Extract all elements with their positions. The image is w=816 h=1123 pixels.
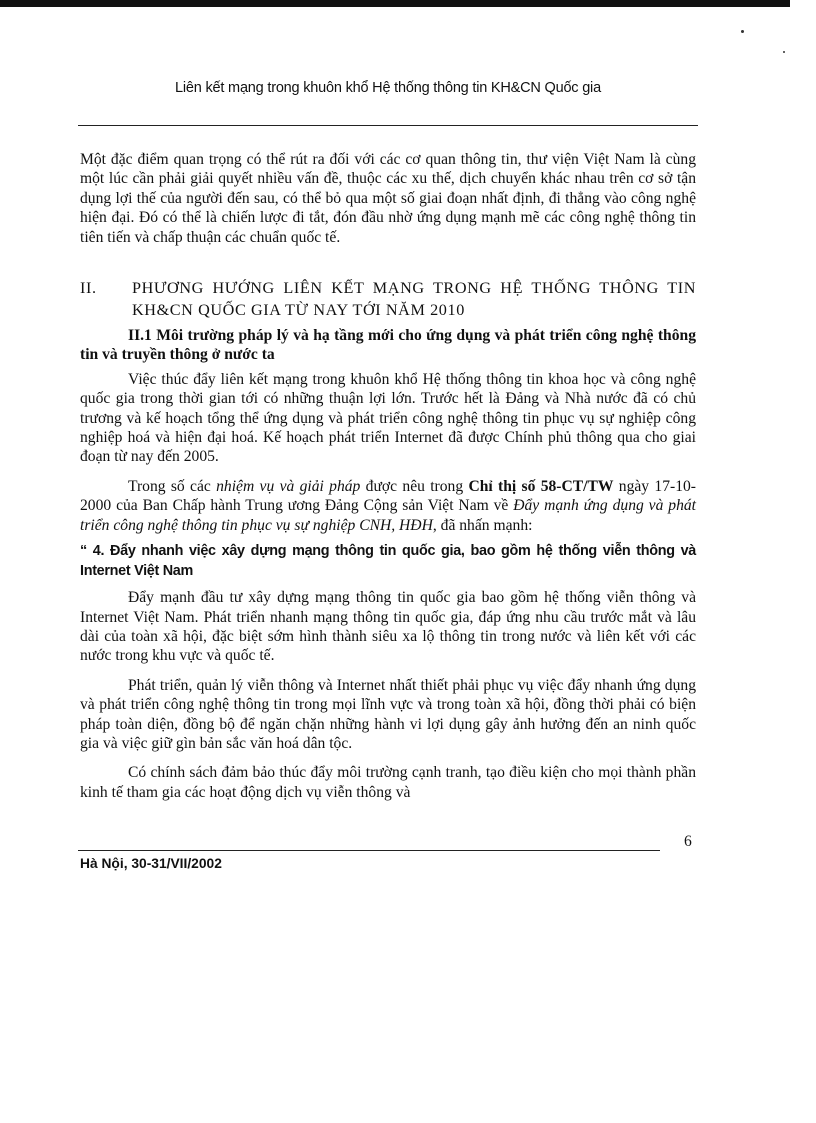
quote-paragraph: Phát triển, quản lý viễn thông và Internet nhất thiết phải phục vụ việc đẩy nhanh ứng dụng và phát triển công nghệ thông tin trong mọi lĩnh vực và trong toàn xã hội, đồng thời phải có biện pháp toàn diện, đồng bộ để ngăn chặn những hành vi lợi dụng gây ảnh hưởng đến an ninh quốc gia và việc giữ gìn bản sắc văn hoá dân tộc. <box>80 676 696 752</box>
page-number: 6 <box>684 833 692 850</box>
footer-location-date: Hà Nội, 30-31/VII/2002 <box>80 856 222 871</box>
directive-reference: Chỉ thị số 58-CT/TW <box>468 477 614 495</box>
page-body <box>80 150 696 802</box>
subsection-title: II.1 Môi trường pháp lý và hạ tầng mới cho ứng dụng và phát triển công nghệ thông tin và truyền thông ở nước ta <box>80 327 696 364</box>
quote-heading: “ 4. Đẩy nhanh việc xây dựng mạng thông tin quốc gia, bao gồm hệ thống viễn thông và Internet Việt Nam <box>80 543 696 579</box>
quote-paragraph: Đẩy mạnh đầu tư xây dựng mạng thông tin quốc gia bao gồm hệ thống viễn thông và Internet Việt Nam. Phát triển nhanh mạng thông tin quốc gia, đáp ứng nhu cầu trước mắt và lâu dài của toàn xã hội, đặc biệt sớm hình thành siêu xa lộ thông tin trong nước và liên kết với các nước trong khu vực và quốc tế. <box>80 589 696 665</box>
header-rule <box>78 125 698 126</box>
intro-paragraph: Một đặc điểm quan trọng có thể rút ra đối với các cơ quan thông tin, thư viện Việt Nam là cùng một lúc cần phải giải quyết nhiều vấn đề, thuộc các xu thế, dịch chuyển khác nhau trên cơ sở tận dụng lợi thế của người đến sau, có thể bỏ qua một số giai đoạn nhất định, đi thẳng vào công nghệ hiện đại. Đó có thể là chiến lược đi tắt, đón đầu nhờ ứng dụng mạnh mẽ các công nghệ thông tin tiên tiến và chấp thuận các chuẩn quốc tế. <box>80 151 696 246</box>
scan-speck <box>741 30 744 33</box>
quote-paragraph: Có chính sách đảm bảo thúc đẩy môi trường cạnh tranh, tạo điều kiện cho mọi thành phần kinh tế tham gia các hoạt động dịch vụ viễn thông và <box>80 764 696 801</box>
running-header: Liên kết mạng trong khuôn khổ Hệ thống thông tin KH&CN Quốc gia <box>175 80 601 96</box>
directive-title: Đẩy mạnh ứng dụng và phát triển công nghệ thông tin phục vụ sự nghiệp CNH, HĐH <box>80 497 697 534</box>
scan-speck <box>783 51 785 53</box>
emphasis-text: nhiệm vụ và giải pháp <box>216 477 361 495</box>
body-paragraph: Việc thúc đẩy liên kết mạng trong khuôn khổ Hệ thống thông tin khoa học và công nghệ quốc gia trong thời gian tới có những thuận lợi lớn. Trước hết là Đảng và Nhà nước đã có chủ trương và kế hoạch tổng thể ứng dụng và phát triển công nghệ thông tin phục vụ sự nghiệp công nghiệp hoá và hiện đại hoá. Kế hoạch phát triển Internet đã được Chính phủ thông qua cho giai đoạn từ nay đến 2005. <box>80 370 696 466</box>
section-number: II. <box>80 279 97 298</box>
body-paragraph-directive: Trong số các nhiệm vụ và giải pháp được nêu trong Chỉ thị số 58-CT/TW ngày 17-10-2000 của Ban Chấp hành Trung ương Đảng Cộng sản Việt Nam về Đẩy mạnh ứng dụng và phát triển công nghệ thông tin phục vụ sự nghiệp CNH, HĐH, đã nhấn mạnh: <box>80 477 697 534</box>
footer-rule <box>78 850 660 851</box>
scan-top-border <box>0 0 790 7</box>
section-heading <box>80 277 696 321</box>
section-title: PHƯƠNG HƯỚNG LIÊN KẾT MẠNG TRONG HỆ THỐNG THÔNG TIN KH&CN QUỐC GIA TỪ NAY TỚI NĂM 2010 <box>132 279 696 320</box>
